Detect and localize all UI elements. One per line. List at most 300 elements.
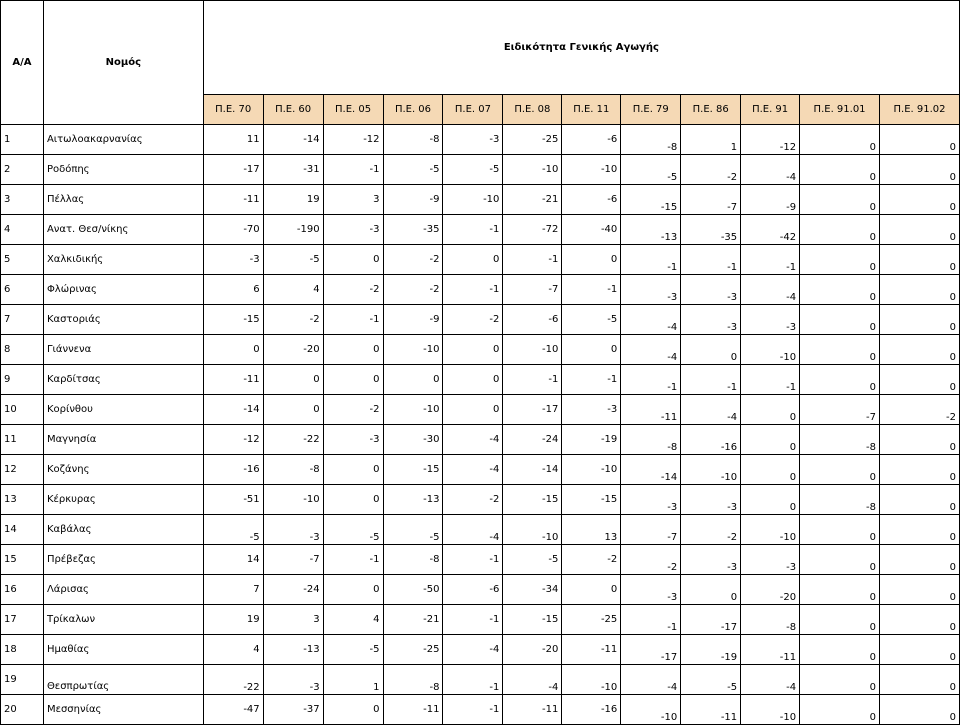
value-cell: -72 (503, 215, 562, 245)
value-cell: -1 (443, 605, 503, 635)
value-cell: -19 (562, 425, 621, 455)
value-cell: 0 (681, 575, 741, 605)
value-cell: 0 (800, 185, 880, 215)
specialty-header-cell: Π.Ε. 60 (263, 95, 323, 125)
value-cell: 0 (880, 695, 960, 725)
value-cell: -14 (621, 455, 681, 485)
value-cell: -2 (562, 545, 621, 575)
row-number: 3 (1, 185, 44, 215)
value-cell: 0 (880, 425, 960, 455)
value-cell: 0 (741, 395, 800, 425)
value-cell: -3 (741, 545, 800, 575)
value-cell: -12 (323, 125, 383, 155)
row-number: 14 (1, 515, 44, 545)
value-cell: 0 (800, 545, 880, 575)
value-cell: -1 (621, 605, 681, 635)
value-cell: -21 (503, 185, 562, 215)
value-cell: 0 (880, 275, 960, 305)
prefecture-name: Αιτωλοακαρνανίας (43, 125, 203, 155)
value-cell: 0 (800, 335, 880, 365)
specialty-header-cell: Π.Ε. 79 (621, 95, 681, 125)
row-number: 8 (1, 335, 44, 365)
value-cell: -70 (203, 215, 263, 245)
value-cell: -4 (443, 425, 503, 455)
value-cell: -4 (621, 305, 681, 335)
value-cell: -4 (503, 665, 562, 695)
prefecture-name: Ροδόπης (43, 155, 203, 185)
row-number: 19 (1, 665, 44, 695)
value-cell: -2 (880, 395, 960, 425)
value-cell: 0 (880, 215, 960, 245)
value-cell: 0 (880, 155, 960, 185)
value-cell: -1 (443, 275, 503, 305)
prefecture-name: Μαγνησία (43, 425, 203, 455)
specialty-header-cell: Π.Ε. 91.01 (800, 95, 880, 125)
table-row (1, 305, 960, 335)
value-cell: -15 (503, 485, 562, 515)
value-cell: -3 (621, 575, 681, 605)
value-cell: -3 (263, 515, 323, 545)
value-cell: -16 (203, 455, 263, 485)
table-row (1, 395, 960, 425)
value-cell: -5 (383, 515, 443, 545)
row-number: 1 (1, 125, 44, 155)
value-cell: -2 (323, 275, 383, 305)
value-cell: -8 (800, 485, 880, 515)
value-cell: 3 (323, 185, 383, 215)
value-cell: -42 (741, 215, 800, 245)
value-cell: -7 (800, 395, 880, 425)
value-cell: -5 (503, 545, 562, 575)
value-cell: -11 (203, 365, 263, 395)
value-cell: -22 (203, 665, 263, 695)
row-number: 15 (1, 545, 44, 575)
value-cell: -7 (681, 185, 741, 215)
row-number: 20 (1, 695, 44, 725)
value-cell: 0 (323, 245, 383, 275)
table-row (1, 185, 960, 215)
value-cell: -5 (562, 305, 621, 335)
row-number: 11 (1, 425, 44, 455)
value-cell: -13 (621, 215, 681, 245)
specialty-header-cell: Π.Ε. 11 (562, 95, 621, 125)
table-row (1, 215, 960, 245)
value-cell: -24 (503, 425, 562, 455)
specialty-header-cell: Π.Ε. 07 (443, 95, 503, 125)
value-cell: 4 (203, 635, 263, 665)
header-specialty-group: Ειδικότητα Γενικής Αγωγής (203, 1, 959, 95)
table-row (1, 245, 960, 275)
row-number: 6 (1, 275, 44, 305)
value-cell: -8 (383, 545, 443, 575)
prefecture-name: Κορίνθου (43, 395, 203, 425)
value-cell: 3 (263, 605, 323, 635)
value-cell: -3 (681, 485, 741, 515)
value-cell: -3 (681, 545, 741, 575)
prefecture-name: Καστοριάς (43, 305, 203, 335)
table-row (1, 575, 960, 605)
value-cell: -190 (263, 215, 323, 245)
value-cell: -15 (503, 605, 562, 635)
value-cell: -5 (621, 155, 681, 185)
value-cell: 0 (323, 695, 383, 725)
row-number: 5 (1, 245, 44, 275)
value-cell: -3 (443, 125, 503, 155)
value-cell: 0 (562, 335, 621, 365)
value-cell: -10 (741, 515, 800, 545)
value-cell: -10 (443, 185, 503, 215)
value-cell: 0 (263, 395, 323, 425)
value-cell: -10 (383, 335, 443, 365)
value-cell: 0 (800, 275, 880, 305)
row-number: 13 (1, 485, 44, 515)
value-cell: 0 (880, 575, 960, 605)
value-cell: 0 (800, 305, 880, 335)
value-cell: -12 (203, 425, 263, 455)
value-cell: -10 (621, 695, 681, 725)
value-cell: 0 (800, 575, 880, 605)
value-cell: 0 (323, 455, 383, 485)
value-cell: -4 (741, 275, 800, 305)
value-cell: 0 (880, 185, 960, 215)
value-cell: -9 (383, 185, 443, 215)
value-cell: 0 (800, 455, 880, 485)
value-cell: -17 (681, 605, 741, 635)
value-cell: 0 (800, 515, 880, 545)
value-cell: 0 (880, 485, 960, 515)
value-cell: 0 (263, 365, 323, 395)
value-cell: 0 (741, 485, 800, 515)
specialty-header-cell: Π.Ε. 86 (681, 95, 741, 125)
prefecture-name: Ημαθίας (43, 635, 203, 665)
value-cell: -25 (503, 125, 562, 155)
value-cell: -2 (443, 305, 503, 335)
value-cell: 0 (880, 605, 960, 635)
value-cell: 13 (562, 515, 621, 545)
value-cell: 0 (443, 335, 503, 365)
value-cell: -10 (562, 455, 621, 485)
table-row (1, 455, 960, 485)
value-cell: -15 (383, 455, 443, 485)
row-number: 4 (1, 215, 44, 245)
value-cell: -5 (203, 515, 263, 545)
value-cell: -3 (621, 485, 681, 515)
value-cell: -1 (503, 365, 562, 395)
value-cell: 0 (323, 335, 383, 365)
value-cell: -2 (383, 245, 443, 275)
value-cell: 0 (741, 425, 800, 455)
value-cell: -10 (263, 485, 323, 515)
value-cell: -9 (741, 185, 800, 215)
value-cell: -1 (443, 665, 503, 695)
value-cell: -15 (562, 485, 621, 515)
value-cell: -5 (323, 635, 383, 665)
value-cell: 0 (323, 365, 383, 395)
value-cell: -4 (621, 665, 681, 695)
value-cell: -35 (383, 215, 443, 245)
value-cell: -3 (263, 665, 323, 695)
value-cell: 0 (443, 245, 503, 275)
value-cell: -8 (741, 605, 800, 635)
value-cell: -2 (681, 515, 741, 545)
row-number: 17 (1, 605, 44, 635)
value-cell: -6 (562, 125, 621, 155)
value-cell: -2 (263, 305, 323, 335)
value-cell: -10 (503, 515, 562, 545)
value-cell: -2 (621, 545, 681, 575)
value-cell: -25 (383, 635, 443, 665)
specialty-header-cell: Π.Ε. 08 (503, 95, 562, 125)
table-row (1, 545, 960, 575)
value-cell: -3 (741, 305, 800, 335)
value-cell: -13 (383, 485, 443, 515)
value-cell: -37 (263, 695, 323, 725)
header-aa: Α/Α (1, 1, 44, 125)
prefecture-name: Τρίκαλων (43, 605, 203, 635)
value-cell: -31 (263, 155, 323, 185)
value-cell: 0 (800, 215, 880, 245)
prefecture-name: Καβάλας (43, 515, 203, 545)
prefecture-name: Πέλλας (43, 185, 203, 215)
value-cell: 0 (800, 665, 880, 695)
value-cell: 19 (203, 605, 263, 635)
value-cell: 0 (443, 365, 503, 395)
value-cell: -4 (621, 335, 681, 365)
value-cell: -3 (681, 305, 741, 335)
row-number: 16 (1, 575, 44, 605)
specialty-header-cell: Π.Ε. 91 (741, 95, 800, 125)
value-cell: -3 (562, 395, 621, 425)
value-cell: -8 (263, 455, 323, 485)
value-cell: -1 (323, 155, 383, 185)
value-cell: -5 (443, 155, 503, 185)
prefecture-name: Χαλκιδικής (43, 245, 203, 275)
value-cell: -1 (621, 245, 681, 275)
value-cell: -20 (263, 335, 323, 365)
prefecture-name: Φλώρινας (43, 275, 203, 305)
value-cell: -7 (263, 545, 323, 575)
value-cell: -4 (741, 665, 800, 695)
value-cell: -1 (741, 245, 800, 275)
value-cell: 1 (681, 125, 741, 155)
table-body (1, 125, 960, 725)
value-cell: -10 (741, 335, 800, 365)
value-cell: -21 (383, 605, 443, 635)
prefecture-name: Μεσσηνίας (43, 695, 203, 725)
value-cell: -22 (263, 425, 323, 455)
value-cell: -10 (383, 395, 443, 425)
value-cell: -35 (681, 215, 741, 245)
value-cell: 0 (800, 635, 880, 665)
row-number: 10 (1, 395, 44, 425)
row-number: 12 (1, 455, 44, 485)
value-cell: -24 (263, 575, 323, 605)
value-cell: -8 (621, 125, 681, 155)
value-cell: -1 (741, 365, 800, 395)
value-cell: -10 (503, 335, 562, 365)
value-cell: -17 (621, 635, 681, 665)
value-cell: -51 (203, 485, 263, 515)
value-cell: -50 (383, 575, 443, 605)
value-cell: -1 (323, 545, 383, 575)
value-cell: 19 (263, 185, 323, 215)
value-cell: 0 (880, 545, 960, 575)
table-row (1, 515, 960, 545)
value-cell: -1 (503, 245, 562, 275)
specialty-header-cell: Π.Ε. 70 (203, 95, 263, 125)
value-cell: -3 (681, 275, 741, 305)
value-cell: -1 (443, 215, 503, 245)
value-cell: -11 (621, 395, 681, 425)
value-cell: -13 (263, 635, 323, 665)
value-cell: -19 (681, 635, 741, 665)
value-cell: -11 (741, 635, 800, 665)
value-cell: -8 (621, 425, 681, 455)
row-number: 9 (1, 365, 44, 395)
value-cell: -34 (503, 575, 562, 605)
value-cell: -20 (741, 575, 800, 605)
prefecture-name: Κέρκυρας (43, 485, 203, 515)
specialty-header-cell: Π.Ε. 06 (383, 95, 443, 125)
value-cell: -6 (562, 185, 621, 215)
value-cell: -5 (681, 665, 741, 695)
table-row (1, 605, 960, 635)
value-cell: -1 (621, 365, 681, 395)
row-number: 7 (1, 305, 44, 335)
prefecture-name: Λάρισας (43, 575, 203, 605)
value-cell: 0 (800, 605, 880, 635)
value-cell: 0 (800, 695, 880, 725)
value-cell: 0 (323, 575, 383, 605)
value-cell: 0 (880, 305, 960, 335)
value-cell: -5 (383, 155, 443, 185)
value-cell: -2 (443, 485, 503, 515)
value-cell: 0 (741, 455, 800, 485)
value-cell: -17 (203, 155, 263, 185)
value-cell: -1 (443, 695, 503, 725)
value-cell: -12 (741, 125, 800, 155)
value-cell: -11 (681, 695, 741, 725)
value-cell: 1 (323, 665, 383, 695)
value-cell: -30 (383, 425, 443, 455)
value-cell: -14 (203, 395, 263, 425)
value-cell: 0 (681, 335, 741, 365)
value-cell: -4 (741, 155, 800, 185)
specialty-header-cell: Π.Ε. 91.02 (880, 95, 960, 125)
value-cell: 6 (203, 275, 263, 305)
table-row (1, 425, 960, 455)
value-cell: -11 (383, 695, 443, 725)
table-row (1, 695, 960, 725)
table-row (1, 155, 960, 185)
value-cell: -11 (503, 695, 562, 725)
value-cell: 0 (323, 485, 383, 515)
value-cell: 0 (383, 365, 443, 395)
value-cell: -5 (263, 245, 323, 275)
value-cell: 0 (880, 335, 960, 365)
value-cell: -6 (443, 575, 503, 605)
value-cell: -15 (621, 185, 681, 215)
value-cell: 0 (880, 245, 960, 275)
value-cell: -25 (562, 605, 621, 635)
value-cell: -4 (443, 515, 503, 545)
value-cell: 4 (263, 275, 323, 305)
value-cell: 0 (880, 125, 960, 155)
value-cell: -1 (681, 365, 741, 395)
value-cell: -9 (383, 305, 443, 335)
value-cell: 0 (800, 155, 880, 185)
value-cell: -10 (741, 695, 800, 725)
value-cell: -15 (203, 305, 263, 335)
value-cell: -1 (443, 545, 503, 575)
value-cell: -3 (323, 215, 383, 245)
table-row (1, 365, 960, 395)
value-cell: -1 (562, 365, 621, 395)
prefecture-name: Πρέβεζας (43, 545, 203, 575)
value-cell: -6 (503, 305, 562, 335)
value-cell: -14 (503, 455, 562, 485)
value-cell: -3 (621, 275, 681, 305)
table-row (1, 275, 960, 305)
value-cell: -17 (503, 395, 562, 425)
value-cell: 0 (800, 365, 880, 395)
value-cell: 0 (880, 635, 960, 665)
value-cell: 0 (800, 125, 880, 155)
table-row (1, 125, 960, 155)
value-cell: -10 (562, 155, 621, 185)
value-cell: 0 (443, 395, 503, 425)
value-cell: -4 (681, 395, 741, 425)
value-cell: -3 (323, 425, 383, 455)
value-cell: -10 (503, 155, 562, 185)
value-cell: -10 (562, 665, 621, 695)
value-cell: -4 (443, 455, 503, 485)
value-cell: -1 (562, 275, 621, 305)
value-cell: 14 (203, 545, 263, 575)
value-cell: 0 (562, 245, 621, 275)
value-cell: 11 (203, 125, 263, 155)
value-cell: -7 (621, 515, 681, 545)
value-cell: -1 (681, 245, 741, 275)
value-cell: -7 (503, 275, 562, 305)
table-row (1, 485, 960, 515)
specialty-header-cell: Π.Ε. 05 (323, 95, 383, 125)
value-cell: -40 (562, 215, 621, 245)
value-cell: -3 (203, 245, 263, 275)
value-cell: -11 (562, 635, 621, 665)
value-cell: 0 (880, 455, 960, 485)
value-cell: -8 (383, 125, 443, 155)
value-cell: -2 (681, 155, 741, 185)
value-cell: 0 (562, 575, 621, 605)
value-cell: 0 (880, 665, 960, 695)
header-nomos: Νομός (43, 1, 203, 125)
value-cell: -2 (383, 275, 443, 305)
value-cell: -47 (203, 695, 263, 725)
prefecture-name: Ανατ. Θεσ/νίκης (43, 215, 203, 245)
value-cell: -8 (383, 665, 443, 695)
value-cell: -11 (203, 185, 263, 215)
row-number: 18 (1, 635, 44, 665)
prefecture-name: Καρδίτσας (43, 365, 203, 395)
value-cell: -16 (681, 425, 741, 455)
prefecture-name: Κοζάνης (43, 455, 203, 485)
prefecture-name: Γιάννενα (43, 335, 203, 365)
value-cell: -14 (263, 125, 323, 155)
value-cell: -20 (503, 635, 562, 665)
value-cell: -8 (800, 425, 880, 455)
value-cell: 0 (203, 335, 263, 365)
